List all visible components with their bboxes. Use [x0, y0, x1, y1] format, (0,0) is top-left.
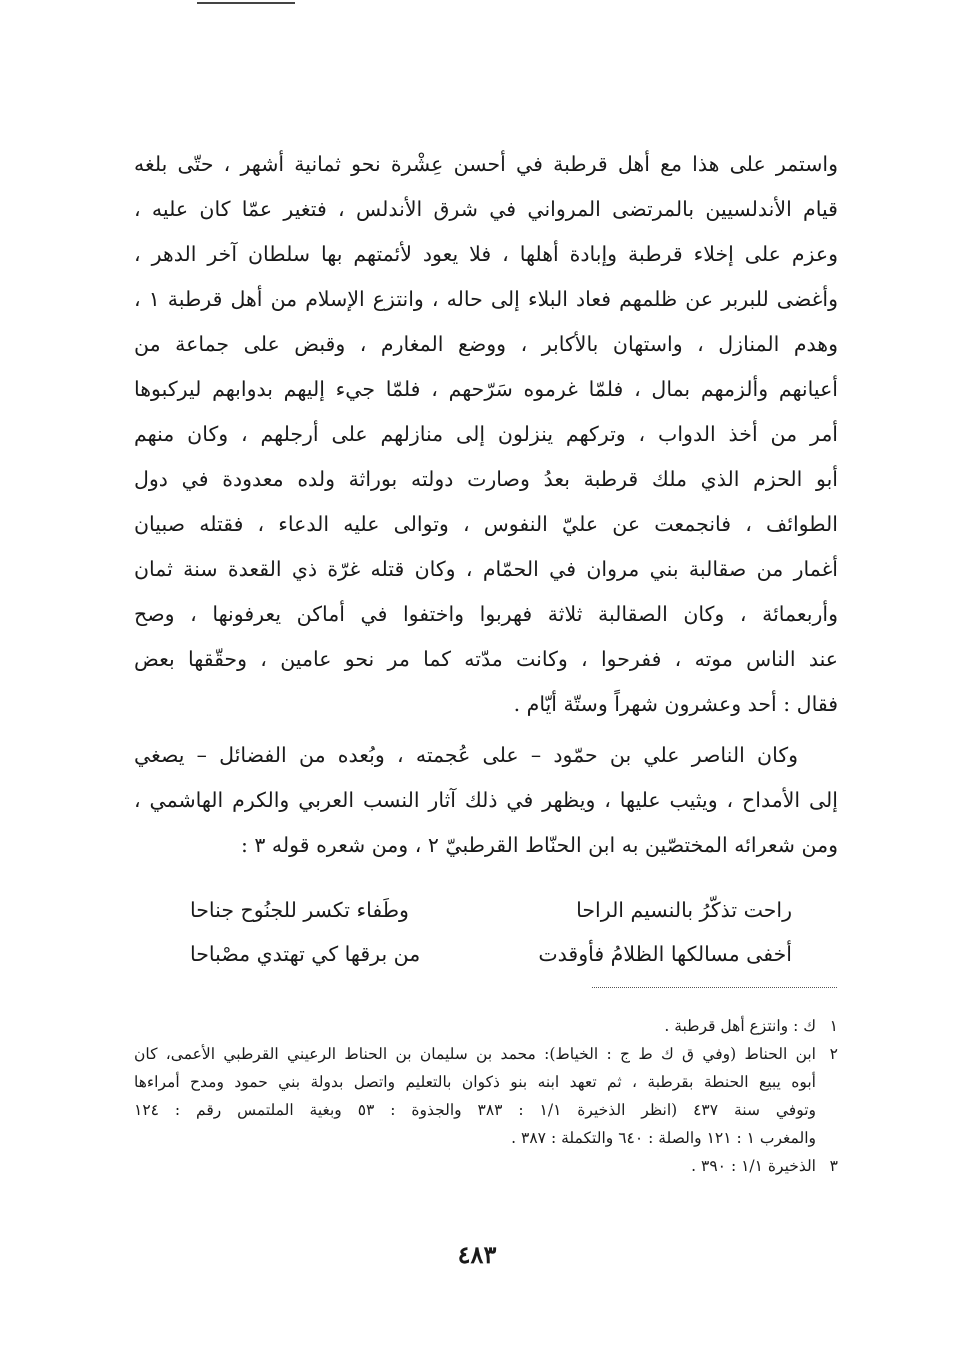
page-number: ٤٨٣ — [457, 1240, 497, 1269]
text-line: وأغضى للبربر عن ظلمهم فعاد البلاء إلى حاله ، وانتزع الإسلام من أهل قرطبة ١ ، — [134, 287, 838, 311]
footnote-number: ٢ — [829, 1045, 838, 1063]
text-line: أمر من أخذ الدواب ، وتركهم ينزلون إلى منازلهم على أرجلهم ، وكان منهم — [134, 422, 838, 446]
text-line: الطوائف ، فانجمعت عن عليّ النفوس ، وتوالى عليه الدعاء ، فقتله صبيان — [134, 512, 838, 536]
footnote-separator — [592, 987, 837, 988]
footnotes — [134, 1012, 838, 1180]
paragraph-2 — [134, 733, 838, 868]
footnote-text: ك : وانتزع أهل قرطبة . — [664, 1017, 816, 1035]
poem-verse — [134, 888, 838, 932]
footnote-text: أبوه يبيع الحنطة بقرطبة ، ثم تعهد ابنه بنو ذكوان بالتعليم واتصل بدولة بني حمود ومدح أمراءها — [134, 1073, 816, 1091]
footnote-text: ابن الحناط (وفي ق ك ط ج : الخياط): محمد بن سليمان بن الحناط الرعيني القرطبي الأعمى، كان — [134, 1045, 816, 1063]
footnote-number: ١ — [829, 1017, 838, 1035]
text-line: أعيانهم وألزمهم بمال ، فلمّا غرموه سَرّحهم ، فلمّا جيء إليهم بدوابهم ليركبوها — [134, 377, 838, 401]
text-line: وأربعمائة ، وكان الصقالبة ثلاثة فهربوا واختفوا في أماكن يعرفونها ، وصح — [134, 602, 838, 626]
poem-verse — [134, 932, 838, 976]
footnote-number: ٣ — [829, 1157, 838, 1175]
footnote-text: وتوفي سنة ٤٣٧ (انظر الذخيرة ١/١ : ٣٨٣ والجذوة : ٥٣ وبغية الملتمس رقم : ١٢٤ — [134, 1101, 816, 1119]
footnote — [134, 1012, 838, 1040]
top-rule — [197, 2, 295, 4]
text-line: ومن شعرائه المختصّين به ابن الحنّاط القرطبيّ ٢ ، ومن شعره قوله ٣ : — [240, 833, 838, 857]
main-text — [134, 142, 838, 976]
verse-second-hemistich: من برقها كي تهتدي مصْباحا — [190, 942, 421, 966]
text-line: قيام الأندلسيين بالمرتضى المرواني في شرق الأندلس ، فتغير عمّا كان عليه ، — [134, 197, 838, 221]
footnote — [134, 1040, 838, 1152]
verse-second-hemistich: وطَفاء تكسر للجنُوح جناحا — [190, 898, 409, 922]
poem — [134, 888, 838, 976]
text-line: وهدم المنازل ، واستهان بالأكابر ، ووضع المغارم ، وقبض على جماعة من — [134, 332, 838, 356]
footnote-text: الذخيرة ١/١ : ٣٩٠ . — [691, 1157, 816, 1175]
paragraph-1 — [134, 142, 838, 727]
footnote-text: والمغرب ١ : ١٢١ والصلة : ٦٤٠ والتكملة : ٣٨٧ . — [511, 1129, 816, 1147]
verse-first-hemistich: راحت تذكّرُ بالنسيم الراحا — [576, 898, 792, 922]
text-line: واستمر على هذا مع أهل قرطبة في أحسن عِشْرة نحو ثمانية أشهر ، حتّى بلغه — [134, 152, 838, 176]
text-line: فقال : أحد وعشرون شهراً وستّة أيّام . — [513, 692, 838, 716]
text-line: أغمار من صقالبة بني مروان في الحمّام ، وكان قتله غرّة ذي القعدة سنة ثمان — [134, 557, 838, 581]
text-line: وكان الناصر علي بن حمّود – على عُجمته ، وبُعده من الفضائل – يصغي — [134, 743, 798, 767]
text-line: أبو الحزم الذي ملك قرطبة بعدُ وصارت دولته بوراثة ولده معدودة في دول — [134, 467, 838, 491]
text-line: إلى الأمداح ، ويثيب عليها ، ويظهر في ذلك آثار النسب العربي والكرم الهاشمي ، — [134, 788, 838, 812]
footnote — [134, 1152, 838, 1180]
text-line: عند الناس موته ، ففرحوا ، وكانت مدّته كما مر نحو عامين ، وحقّقها بعض — [134, 647, 838, 671]
verse-first-hemistich: أخفى مسالكها الظلامُ فأوقدت — [538, 942, 792, 966]
text-line: وعزم على إخلاء قرطبة وإبادة أهلها ، فلا يعود لأئمتهم بها سلطان آخر الدهر ، — [134, 242, 838, 266]
